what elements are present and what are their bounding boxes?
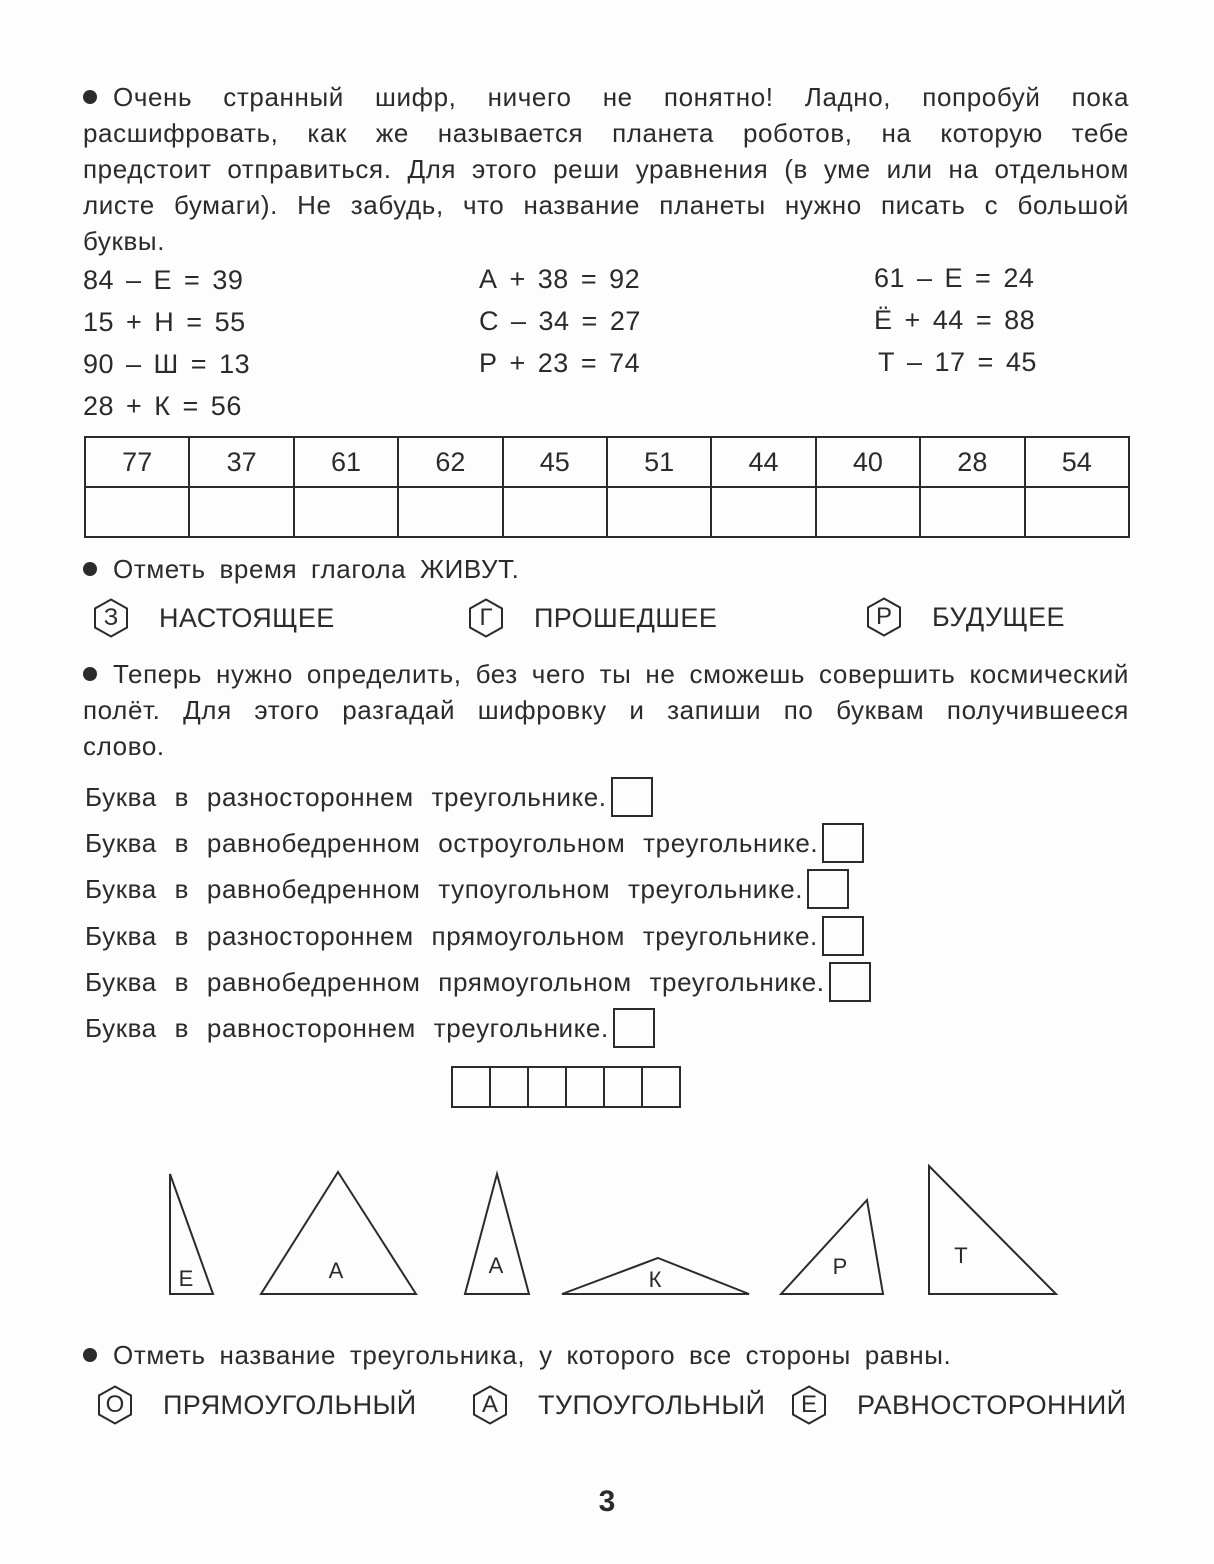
answer-box[interactable] <box>829 962 871 1002</box>
word-letter-box[interactable] <box>565 1066 605 1108</box>
clue-row <box>85 869 849 909</box>
clue-row <box>85 916 864 956</box>
word-letter-box[interactable] <box>641 1066 681 1108</box>
cipher-answer-cell[interactable] <box>711 487 815 537</box>
cipher-answer-cell[interactable] <box>398 487 502 537</box>
word-letter-box[interactable] <box>451 1066 491 1108</box>
clue-text: Буква в равнобедренном тупоугольном треугольнике. <box>85 873 804 904</box>
clue-text: Буква в равностороннем треугольнике. <box>85 1012 609 1043</box>
tense-question-text: Отметь время глагола ЖИВУТ. <box>113 554 520 584</box>
option-letter: Р <box>875 603 892 630</box>
intro-paragraph <box>83 79 1129 259</box>
bullet-icon <box>83 1348 97 1362</box>
answer-box[interactable] <box>613 1008 655 1048</box>
answer-box[interactable] <box>822 823 864 863</box>
hexagon-icon[interactable] <box>95 1385 135 1425</box>
cipher-answer-cell[interactable] <box>189 487 293 537</box>
option-letter: З <box>103 604 119 631</box>
cipher-number: 37 <box>189 437 293 487</box>
clue-row <box>85 823 864 863</box>
cipher-number: 77 <box>85 437 189 487</box>
cipher-table <box>84 436 1130 538</box>
equation: Р + 23 = 74 <box>479 348 641 378</box>
word-letter-box[interactable] <box>603 1066 643 1108</box>
cipher-number: 51 <box>607 437 711 487</box>
cipher-answer-cell[interactable] <box>1025 487 1129 537</box>
flight-paragraph <box>83 656 1129 764</box>
answer-box[interactable] <box>807 869 849 909</box>
equation: 90 – Ш = 13 <box>83 349 251 379</box>
clue-text: Буква в равнобедренном прямоугольном треугольнике. <box>85 966 825 997</box>
cipher-answer-cell[interactable] <box>503 487 607 537</box>
cipher-answer-cell[interactable] <box>85 487 189 537</box>
equation: С – 34 = 27 <box>479 306 641 336</box>
triangle-question <box>83 1337 1129 1373</box>
answer-box[interactable] <box>822 916 864 956</box>
cipher-answer-cell[interactable] <box>294 487 398 537</box>
clue-text: Буква в равнобедренном остроугольном треугольнике. <box>85 827 819 858</box>
clue-text: Буква в разностороннем прямоугольном треугольнике. <box>85 920 818 951</box>
intro-text: Очень странный шифр, ничего не понятно! Ладно, попробуй пока расшифровать, как же называется планета роботов, на которую тебе предстоит отправиться. Для этого реши уравнения (в уме или на отдельном листе бумаги). Не забудь, что название планеты нужно писать с большой буквы. <box>83 82 1129 256</box>
option-label: РАВНОСТОРОННИЙ <box>857 1389 1127 1420</box>
tense-option-future[interactable] <box>864 597 1065 637</box>
triangle-letter: К <box>648 1267 662 1292</box>
cipher-number: 61 <box>294 437 398 487</box>
bullet-icon <box>83 90 97 104</box>
equation: Т – 17 = 45 <box>878 347 1037 377</box>
triangle-letter: А <box>328 1258 344 1283</box>
flight-text: Теперь нужно определить, без чего ты не сможешь совершить космический полёт. Для этого разгадай шифровку и запиши по буквам получившееся слово. <box>83 659 1129 761</box>
word-answer-boxes <box>453 1066 681 1108</box>
equation: 61 – Е = 24 <box>874 263 1035 293</box>
cipher-number: 44 <box>711 437 815 487</box>
word-letter-box[interactable] <box>527 1066 567 1108</box>
equation: 84 – Е = 39 <box>83 265 244 295</box>
triangle-letter: Т <box>954 1243 968 1268</box>
hexagon-icon[interactable] <box>789 1385 829 1425</box>
bullet-icon <box>83 667 97 681</box>
option-label: ТУПОУГОЛЬНЫЙ <box>538 1389 766 1420</box>
answer-box[interactable] <box>611 777 653 817</box>
cipher-answer-cell[interactable] <box>816 487 920 537</box>
option-letter: Е <box>800 1391 817 1418</box>
equation: 28 + К = 56 <box>83 391 242 421</box>
equation: Ё + 44 = 88 <box>874 305 1036 335</box>
option-label: НАСТОЯЩЕЕ <box>159 602 335 633</box>
option-label: БУДУЩЕЕ <box>932 601 1065 632</box>
hexagon-icon[interactable] <box>864 597 904 637</box>
hexagon-icon[interactable] <box>466 598 506 638</box>
equation: А + 38 = 92 <box>479 264 641 294</box>
triangle-scalene-obtuse <box>781 1200 883 1294</box>
triangle-right <box>929 1166 1056 1294</box>
cipher-number: 54 <box>1025 437 1129 487</box>
page-number: 3 <box>598 1485 616 1518</box>
option-label: ПРОШЕДШЕЕ <box>534 602 718 633</box>
cipher-number: 40 <box>816 437 920 487</box>
clue-row <box>85 962 871 1002</box>
tense-question <box>83 551 1129 587</box>
tense-option-present[interactable] <box>91 598 335 638</box>
option-letter: Г <box>479 604 493 631</box>
bullet-icon <box>83 562 97 576</box>
triangle-option-right[interactable] <box>95 1385 417 1425</box>
option-label: ПРЯМОУГОЛЬНЫЙ <box>163 1389 417 1420</box>
cipher-number-row <box>85 437 1129 487</box>
triangle-letter: Р <box>832 1254 848 1279</box>
cipher-number: 28 <box>920 437 1024 487</box>
triangle-option-equilateral[interactable] <box>789 1385 1126 1425</box>
cipher-answer-cell[interactable] <box>607 487 711 537</box>
triangle-letter: Е <box>178 1266 194 1291</box>
word-letter-box[interactable] <box>489 1066 529 1108</box>
hexagon-icon[interactable] <box>91 598 131 638</box>
option-letter: О <box>105 1391 125 1418</box>
clue-text: Буква в разностороннем треугольнике. <box>85 781 607 812</box>
cipher-answer-cell[interactable] <box>920 487 1024 537</box>
triangle-option-obtuse[interactable] <box>470 1385 765 1425</box>
triangle-figures <box>0 1150 1214 1310</box>
clue-row <box>85 777 653 817</box>
tense-option-past[interactable] <box>466 598 717 638</box>
triangle-question-text: Отметь название треугольника, у которого все стороны равны. <box>113 1340 952 1370</box>
hexagon-icon[interactable] <box>470 1385 510 1425</box>
triangle-letter: А <box>488 1253 504 1278</box>
equation: 15 + Н = 55 <box>83 307 246 337</box>
cipher-number: 62 <box>398 437 502 487</box>
cipher-answer-row <box>85 487 1129 537</box>
clue-row <box>85 1008 655 1048</box>
option-letter: А <box>481 1391 498 1418</box>
cipher-number: 45 <box>503 437 607 487</box>
